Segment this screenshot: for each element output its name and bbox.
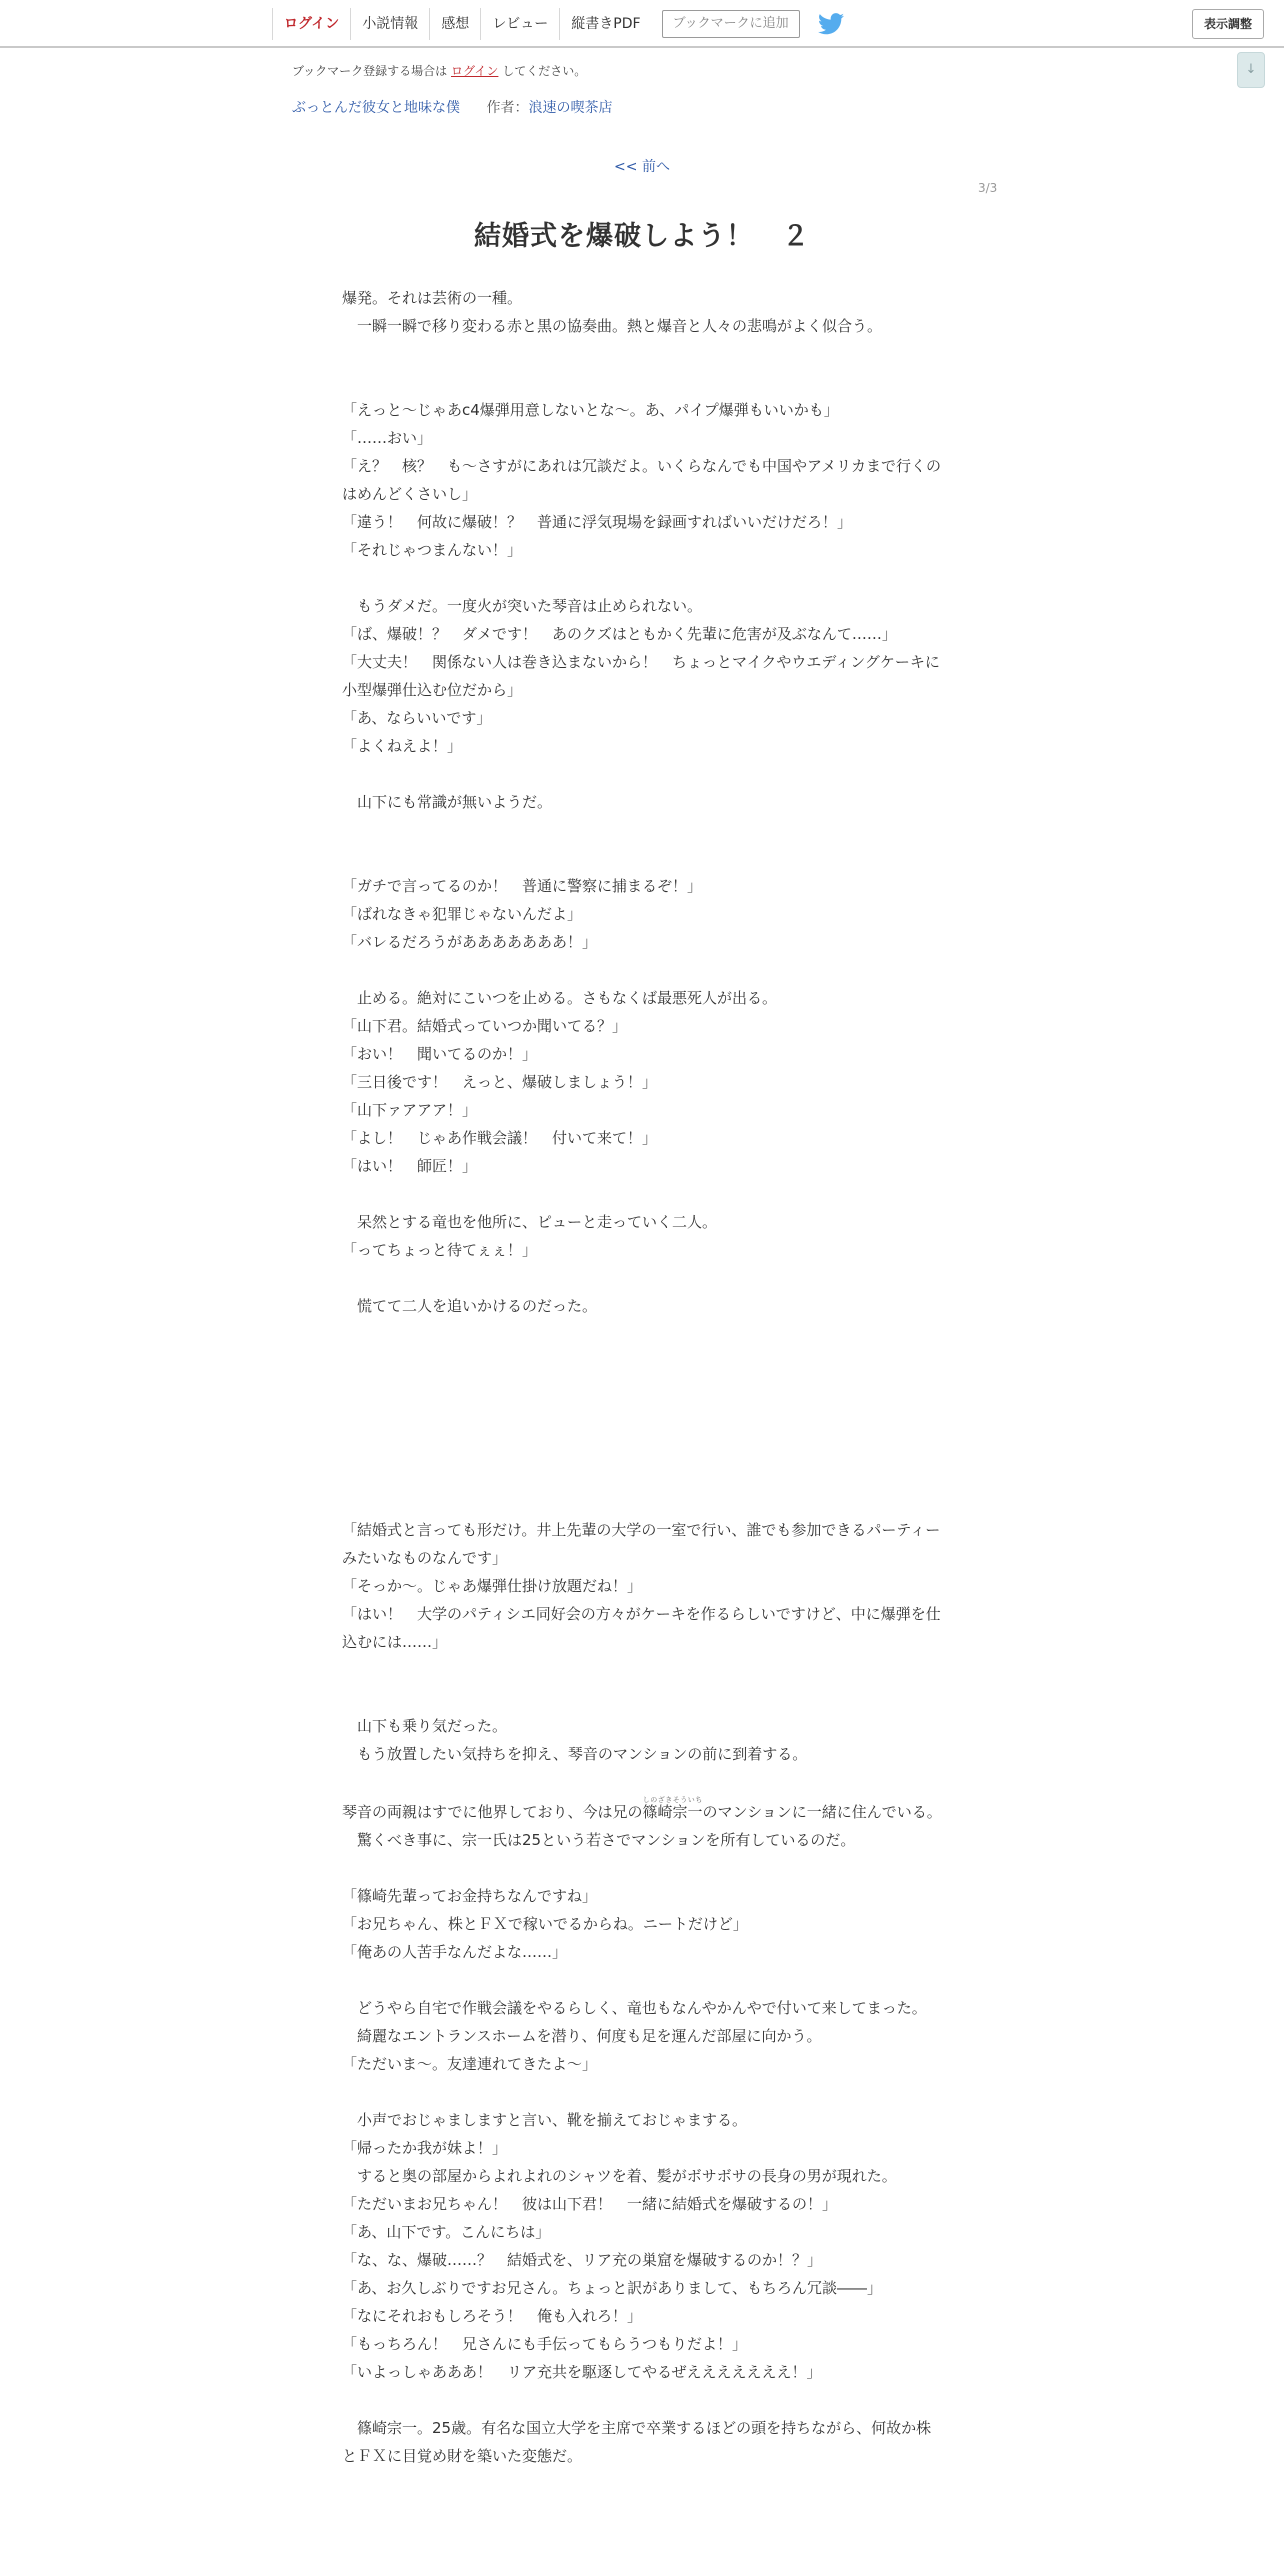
body-paragraph: 「え？ 核？ も～さすがにあれは冗談だよ。いくらなんでも中国やアメリカまで行くのはめんどくさいし」 <box>342 457 941 503</box>
body-paragraph: 「山下ァアアア！」 <box>342 1101 478 1119</box>
body-paragraph: 「はい！ 師匠！」 <box>342 1157 478 1175</box>
body-paragraph: 「そっか～。じゃあ爆弾仕掛け放題だね！」 <box>342 1577 643 1595</box>
body-paragraph: 「お兄ちゃん、株とＦＸで稼いでるからね。ニートだけど」 <box>342 1915 748 1933</box>
body-paragraph: すると奥の部屋からよれよれのシャツを着、髪がボサボサの長身の男が現れた。 <box>342 2167 897 2185</box>
login-link[interactable]: ログイン <box>272 8 350 40</box>
body-paragraph: 「ば、爆破！？ ダメです！ あのクズはともかく先輩に危害が及ぶなんて……」 <box>342 625 897 643</box>
body-paragraph: 止める。絶対にこいつを止める。さもなくば最悪死人が出る。 <box>342 989 778 1007</box>
prev-page-link[interactable]: << 前へ <box>614 159 670 175</box>
novel-info-link[interactable]: 小説情報 <box>350 8 429 40</box>
impression-link[interactable]: 感想 <box>429 8 480 40</box>
body-paragraph: 山下も乗り気だった。 <box>342 1717 508 1735</box>
body-paragraph <box>342 956 942 984</box>
body-paragraph: 「三日後です！ えっと、爆破しましょう！」 <box>342 1073 658 1091</box>
author-link[interactable]: 浪速の喫茶店 <box>528 100 613 116</box>
body-paragraph <box>342 368 942 396</box>
novel-title-link[interactable]: ぶっとんだ彼女と地味な僕 <box>292 100 460 116</box>
add-bookmark-button[interactable]: ブックマークに追加 <box>662 10 800 38</box>
novel-info <box>292 97 612 117</box>
body-paragraph: 「な、な、爆破……？ 結婚式を、リア充の巣窟を爆破するのか！？」 <box>342 2251 823 2269</box>
body-paragraph: 「帰ったか我が妹よ！」 <box>342 2139 508 2157</box>
body-paragraph: 「ただいま～。友達連れてきたよ～」 <box>342 2055 598 2073</box>
body-paragraph: 篠崎宗一。25歳。有名な国立大学を主席で卒業するほどの頭を持ちながら、何故か株とＦＸに目覚め財を築いた変態だ。 <box>342 2419 932 2465</box>
body-paragraph: もう放置したい気持ちを抑え、琴音のマンションの前に到着する。 <box>342 1745 808 1763</box>
body-paragraph <box>342 1320 942 1348</box>
body-paragraph: 「……おい」 <box>342 429 433 447</box>
display-settings-button[interactable]: 表示調整 <box>1192 9 1264 39</box>
body-paragraph: 「ばれなきゃ犯罪じゃないんだよ」 <box>342 905 583 923</box>
body-paragraph <box>342 1768 942 1796</box>
body-paragraph: 「結婚式と言っても形だけ。井上先輩の大学の一室で行い、誰でも参加できるパーティーみたいなものなんです」 <box>342 1521 941 1567</box>
chapter-title: 結婚式を爆破しよう！ ２ <box>474 221 810 252</box>
body-paragraph <box>342 1460 942 1488</box>
top-nav <box>272 8 844 40</box>
body-paragraph <box>342 2078 942 2106</box>
body-paragraph: 山下にも常識が無いようだ。 <box>342 793 553 811</box>
body-paragraph: 「ガチで言ってるのか！ 普通に警察に捕まるぞ！」 <box>342 877 703 895</box>
body-paragraph: 「よし！ じゃあ作戦会議！ 付いて来て！」 <box>342 1129 658 1147</box>
body-paragraph: 「篠崎先輩ってお金持ちなんですね」 <box>342 1887 598 1905</box>
body-paragraph: 「大丈夫！ 関係ない人は巻き込まないから！ ちょっとマイクやウエディングケーキに小型爆弾仕込む位だから」 <box>342 653 940 699</box>
body-paragraph <box>342 1854 942 1882</box>
body-paragraph: 一瞬一瞬で移り変わる赤と黒の協奏曲。熱と爆音と人々の悲鳴がよく似合う。 <box>342 317 883 335</box>
body-paragraph <box>342 1180 942 1208</box>
scroll-down-button[interactable] <box>1237 52 1265 88</box>
notice-login-link[interactable]: ログイン <box>451 64 499 78</box>
body-paragraph <box>342 564 942 592</box>
body-paragraph <box>342 2386 942 2414</box>
body-paragraph: 「山下君。結婚式っていつか聞いてる？」 <box>342 1017 628 1035</box>
page-counter: 3/3 <box>978 181 998 195</box>
body-paragraph <box>342 816 942 844</box>
body-paragraph: 「あ、ならいいです」 <box>342 709 492 727</box>
body-paragraph: 驚くべき事に、宗一氏は25という若さでマンションを所有しているのだ。 <box>342 1831 856 1849</box>
body-paragraph: 「あ、山下です。こんにちは」 <box>342 2223 551 2241</box>
body-paragraph <box>342 340 942 368</box>
body-paragraph: 「ただいまお兄ちゃん！ 彼は山下君！ 一緒に結婚式を爆破するの！」 <box>342 2195 838 2213</box>
ruby-line-after: のマンションに一緒に住んでいる。 <box>702 1803 942 1821</box>
body-paragraph: 「はい！ 大学のパティシエ同好会の方々がケーキを作るらしいですけど、中に爆弾を仕込むには……」 <box>342 1605 941 1651</box>
twitter-icon[interactable] <box>818 13 844 35</box>
body-paragraph: 「あ、お久しぶりですお兄さん。ちょっと訳がありまして、もちろん冗談――」 <box>342 2279 883 2297</box>
vertical-pdf-link[interactable]: 縦書きPDF <box>559 8 651 40</box>
body-paragraph <box>342 1684 942 1712</box>
body-paragraph: 爆発。それは芸術の一種。 <box>342 289 523 307</box>
body-paragraph: 「なにそれおもしろそう！ 俺も入れろ！」 <box>342 2307 643 2325</box>
ruby-line-before: 琴音の両親はすでに他界しており、今は兄の <box>342 1803 643 1821</box>
body-paragraph: 小声でおじゃましますと言い、靴を揃えておじゃまする。 <box>342 2111 748 2129</box>
body-paragraph: 「俺あの人苦手なんだよな……」 <box>342 1943 568 1961</box>
ruby-paragraph <box>342 1796 942 1826</box>
body-paragraph: 「それじゃつまんない！」 <box>342 541 523 559</box>
body-paragraph: 「おい！ 聞いてるのか！」 <box>342 1045 538 1063</box>
body-paragraph <box>342 1966 942 1994</box>
body-paragraph <box>342 760 942 788</box>
body-paragraph <box>342 1488 942 1516</box>
body-paragraph <box>342 1348 942 1376</box>
body-paragraph: もうダメだ。一度火が突いた琴音は止められない。 <box>342 597 703 615</box>
review-link[interactable]: レビュー <box>480 8 559 40</box>
body-paragraph <box>342 1432 942 1460</box>
body-paragraph: 慌てて二人を追いかけるのだった。 <box>342 1297 598 1315</box>
body-paragraph: 「ってちょっと待てぇぇ！」 <box>342 1241 538 1259</box>
body-paragraph: 「バレるだろうがあああああああ！」 <box>342 933 598 951</box>
body-paragraph: 綺麗なエントランスホームを潜り、何度も足を運んだ部屋に向かう。 <box>342 2027 822 2045</box>
body-paragraph: 「もっちろん！ 兄さんにも手伝ってもらうつもりだよ！」 <box>342 2335 748 2353</box>
ruby-base: 篠崎宗一しのざきそういち <box>642 1796 703 1821</box>
body-paragraph: 呆然とする竜也を他所に、ピューと走っていく二人。 <box>342 1213 718 1231</box>
notice-prefix: ブックマーク登録する場合は <box>292 64 448 78</box>
chapter-text-part2 <box>342 1826 942 2470</box>
author-label: 作者： <box>486 100 529 116</box>
notice-suffix: してください。 <box>502 64 587 78</box>
chapter-text-part1 <box>342 284 942 1796</box>
arrow-down-icon: ↓ <box>1245 62 1257 77</box>
header-bar <box>0 0 1284 48</box>
body-paragraph: 「よくねえよ！」 <box>342 737 463 755</box>
body-paragraph <box>342 1656 942 1684</box>
body-paragraph: 「えっと～じゃあc4爆弾用意しないとな～。あ、パイプ爆弾もいいかも」 <box>342 401 839 419</box>
body-paragraph <box>342 1376 942 1404</box>
body-paragraph: どうやら自宅で作戦会議をやるらしく、竜也もなんやかんやで付いて来してまった。 <box>342 1999 927 2017</box>
chapter-body <box>342 284 942 2470</box>
body-paragraph <box>342 844 942 872</box>
ruby-reading: しのざきそういち <box>642 1796 703 1804</box>
bookmark-notice <box>292 62 586 79</box>
body-paragraph: 「違う！ 何故に爆破！？ 普通に浮気現場を録画すればいいだけだろ！」 <box>342 513 853 531</box>
body-paragraph <box>342 1404 942 1432</box>
body-paragraph: 「いよっしゃあああ！ リア充共を駆逐してやるぜえええええええ！」 <box>342 2363 822 2381</box>
body-paragraph <box>342 1264 942 1292</box>
